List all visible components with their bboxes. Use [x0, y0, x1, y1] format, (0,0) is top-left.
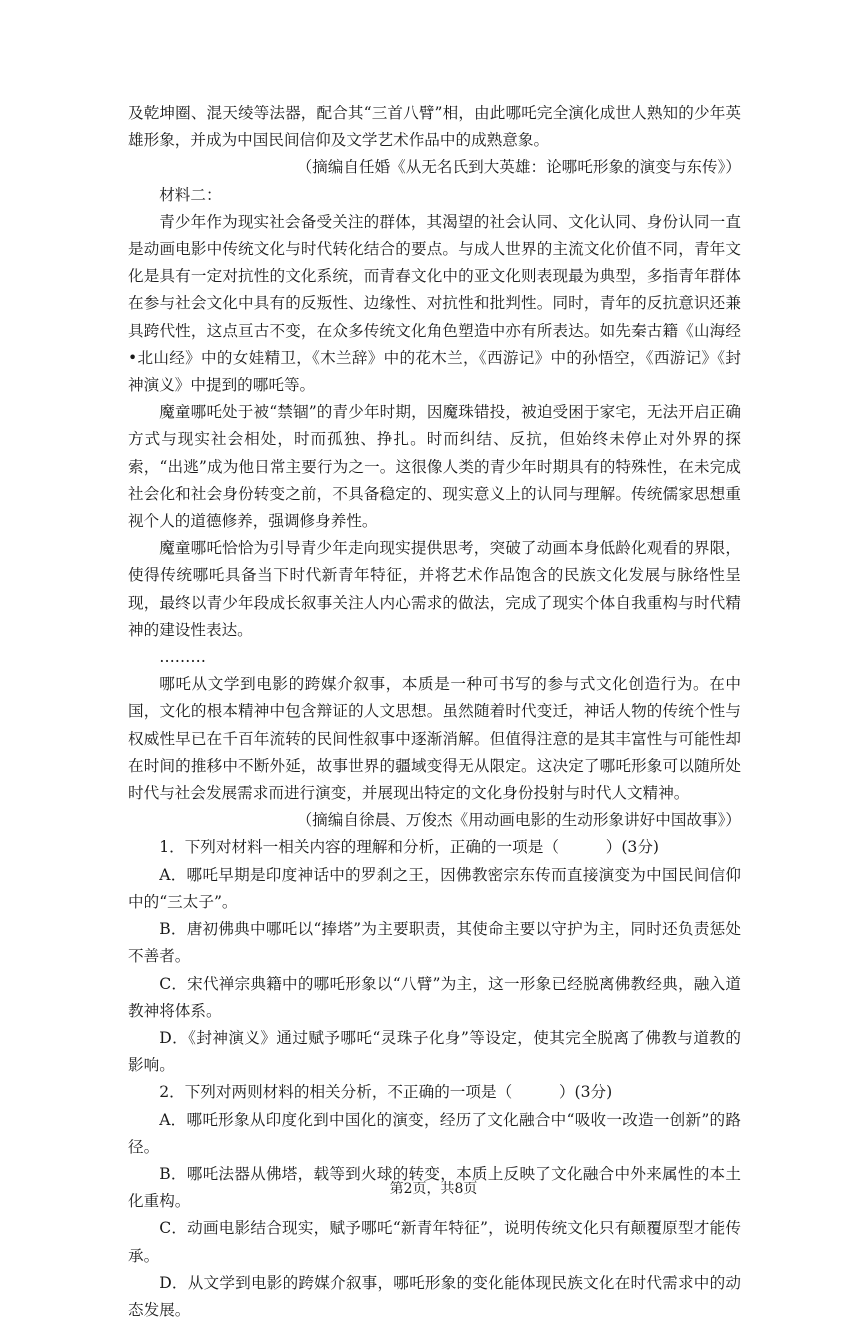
question-2-option-a: A．哪吒形象从印度化到中国化的演变，经历了文化融合中“吸收一改造一创新”的路径。 — [128, 1110, 741, 1156]
question-1-stem: 1．下列对材料一相关内容的理解和分析，正确的一项是（ ）(3分) — [159, 838, 660, 857]
question-1-option-a: A．哪吒早期是印度神话中的罗刹之王，因佛教密宗东传而直接演变为中国民间信仰中的“三太子”。 — [128, 865, 741, 911]
paragraph-transmedia: 哪吒从文学到电影的跨媒介叙事，本质是一种可书写的参与式文化创造行为。在中国，文化的根本精神中包含辩证的人文思想。虽然随着时代变迁，神话人物的传统个性与权威性早已在千百年流转的民间性叙事中逐渐消解。但值得注意的是其丰富性与可能性却在时间的推移中不断外延，故事世界的疆域变得无从限定。这决定了哪吒形象可以随所处时代与社会发展需求而进行演变，并展现出特定的文化身份投射与时代人文精神。 — [128, 675, 741, 803]
question-1-option-b: B．唐初佛典中哪吒以“捧塔”为主要职责，其使命主要以守护为主，同时还负责惩处不善者。 — [128, 920, 741, 966]
question-1-option-d: D．《封神演义》通过赋予哪吒“灵珠子化身”等设定，使其完全脱离了佛教与道教的影响。 — [128, 1028, 741, 1075]
paragraph-continuation: 及乾坤圈、混天绫等法器，配合其“三首八臂”相，由此哪吒完全演化成世人熟知的少年英雄形象，并成为中国民间信仰及文学艺术作品中的成熟意象。 — [128, 104, 741, 150]
material-two-heading: 材料二： — [159, 185, 222, 204]
page-body — [128, 100, 741, 1324]
source-citation-1: （摘编自任婚《从无名氏到大英雄：论哪吒形象的演变与东传》） — [296, 158, 741, 177]
question-2-stem: 2．下列对两则材料的相关分析，不正确的一项是（ ）(3分) — [159, 1083, 613, 1102]
question-2-option-b: B．哪吒法器从佛塔，载等到火球的转变，本质上反映了文化融合中外来属性的本土化重构。 — [128, 1164, 741, 1211]
paragraph-magic-child: 魔童哪吒处于被“禁锢”的青少年时期，因魔珠错投，被迫受困于家宅，无法开启正确方式与现实社会相处，时而孤独、挣扎。时而纠结、反抗，但始终未停止对外界的探索，“出逃”成为他日常主要行为之一。这很像人类的青少年时期具有的特殊性，在未完成社会化和社会身份转变之前，不具备稳定的、现实意义上的认同与理解。传统儒家思想重视个人的道德修养，强调修身养性。 — [128, 403, 741, 531]
source-citation-2: （摘编自徐晨、万俊杰《用动画电影的生动形象讲好中国故事》） — [296, 811, 741, 830]
question-2-option-d: D．从文学到电影的跨媒介叙事，哪吒形象的变化能体现民族文化在时代需求中的动态发展。 — [128, 1273, 741, 1319]
ellipsis-dots: ……… — [159, 648, 206, 667]
page-number-footer: 第2页，共8页 — [389, 1181, 478, 1197]
paragraph-realistic-guidance: 魔童哪吒恰恰为引导青少年走向现实提供思考，突破了动画本身低龄化观看的界限，使得传统哪吒具备当下时代新青年特征，并将艺术作品饱含的民族文化发展与脉络性呈现，最终以青少年段成长叙事关注人内心需求的做法，完成了现实个体自我重构与时代精神的建设性表达。 — [128, 539, 741, 639]
question-2-option-c: C．动画电影结合现实，赋予哪吒“新青年特征”，说明传统文化只有颠覆原型才能传承。 — [128, 1219, 741, 1265]
question-1-option-c: C．宋代禅宗典籍中的哪吒形象以“八臂”为主，这一形象已经脱离佛教经典，融入道教神将体系。 — [128, 974, 741, 1020]
paragraph-youth-culture: 青少年作为现实社会备受关注的群体，其渴望的社会认同、文化认同、身份认同一直是动画电影中传统文化与时代转化结合的要点。与成人世界的主流文化价值不同，青年文化是具有一定对抗性的文化系统，而青春文化中的亚文化则表现最为典型，多指青年群体在参与社会文化中具有的反叛性、边缘性、对抗性和批判性。同时，青年的反抗意识还兼具跨代性，这点亘古不变，在众多传统文化角色塑造中亦有所表达。如先秦古籍《山海经•北山经》中的女娃精卫，《木兰辞》中的花木兰，《西游记》中的孙悟空，《西游记》《封神演义》中提到的哪吒等。 — [128, 212, 741, 395]
